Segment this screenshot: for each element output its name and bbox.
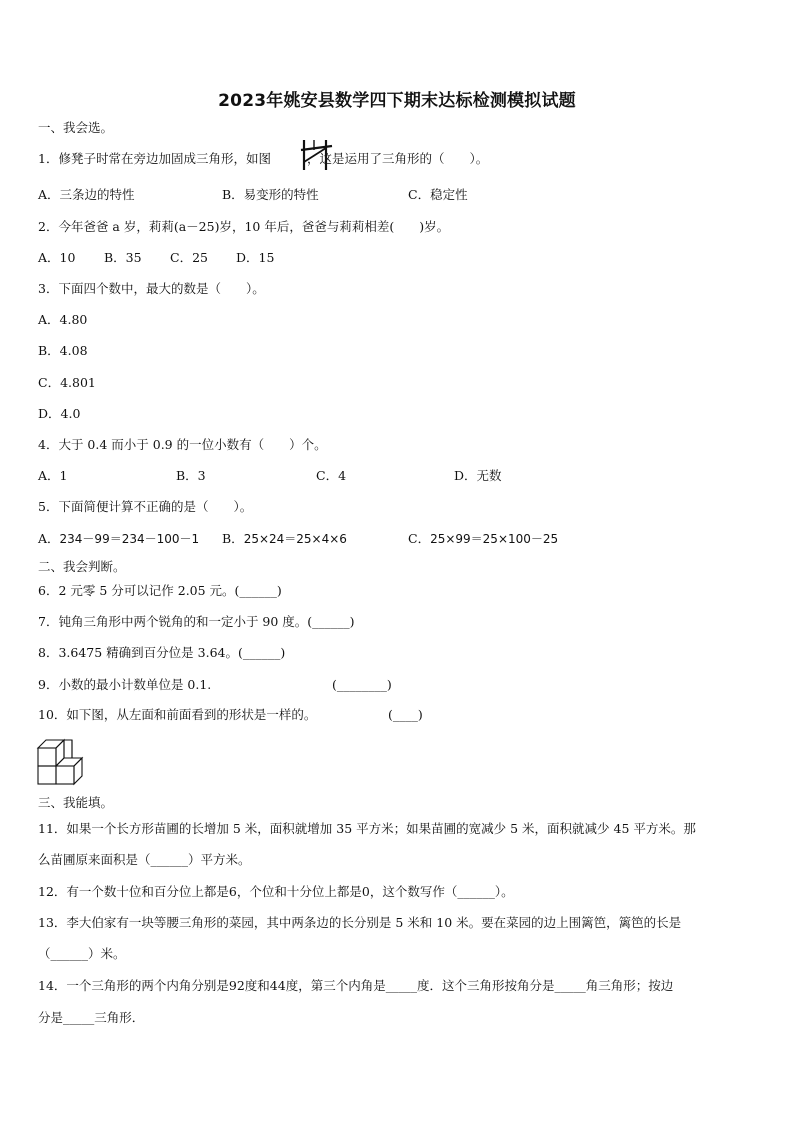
question-3-stem: 3．下面四个数中，最大的数是（ ）。 [38,281,265,296]
question-12: 12．有一个数十位和百分位上都是6，个位和十分位上都是0，这个数写作（______）。 [38,884,514,899]
option-label: C． [408,531,431,546]
question-9-blank: (________) [332,677,392,692]
question-10-stem: 10．如下图，从左面和前面看到的形状是一样的。 [38,707,317,722]
question-4-option-d: D．无数 [454,468,502,483]
page-title: 2023年姚安县数学四下期末达标检测模拟试题 [218,91,576,111]
question-3-option-c: C．4.801 [38,375,96,390]
question-2-option-a: A．10 [38,250,76,265]
question-6: 6．2 元零 5 分可以记作 2.05 元。(______) [38,583,282,598]
question-5-option-a [38,531,199,547]
question-5-option-c [408,531,558,547]
question-3-option-b: B．4.08 [38,343,88,358]
question-7: 7．钝角三角形中两个锐角的和一定小于 90 度。(______) [38,614,355,629]
question-4-stem: 4．大于 0.4 而小于 0.9 的一位小数有（ ）个。 [38,437,327,452]
option-expression: 25×24＝25×4×6 [243,532,347,546]
question-2-option-b: B．35 [104,250,142,265]
cube-stack-figure [36,736,90,788]
question-11-line-1: 11．如果一个长方形苗圃的长增加 5 米，面积就增加 35 平方米；如果苗圃的宽减少 5 米，面积就减少 45 平方米。那 [38,821,696,836]
question-13-line-2: （______）米。 [38,946,126,961]
option-label: A． [38,531,60,546]
question-5-option-b [222,531,347,547]
option-expression: 234－99＝234－100－1 [59,532,200,546]
question-1-stem [38,151,488,167]
question-1-option-c: C．稳定性 [408,187,468,202]
question-4-option-b: B．3 [176,468,206,483]
question-1-option-b: B．易变形的特性 [222,187,319,202]
stool-figure [300,138,334,172]
option-label: B． [222,531,244,546]
question-4-option-a: A．1 [38,468,68,483]
question-2-option-d: D．15 [236,250,275,265]
question-9-stem: 9．小数的最小计数单位是 0.1. [38,677,212,692]
question-1-option-a: A．三条边的特性 [38,187,135,202]
question-8: 8．3.6475 精确到百分位是 3.64。(______) [38,645,286,660]
section-heading-judge: 二、我会判断。 [38,559,126,574]
question-14-line-2: 分是_____三角形． [38,1010,145,1025]
question-2-option-c: C．25 [170,250,208,265]
question-1-stem-part-b: ，这是运用了三角形的（ ）。 [306,151,489,166]
question-13-line-1: 13．李大伯家有一块等腰三角形的菜园，其中两条边的长分别是 5 米和 10 米。要在菜园的边上围篱笆，篱笆的长是 [38,915,682,930]
section-heading-choose: 一、我会选。 [38,120,114,135]
question-5-stem: 5．下面简便计算不正确的是（ ）。 [38,499,253,514]
question-3-option-a: A．4.80 [38,312,88,327]
question-4-option-c: C．4 [316,468,347,483]
section-heading-fill: 三、我能填。 [38,795,114,810]
question-3-option-d: D．4.0 [38,406,81,421]
option-expression: 25×99＝25×100－25 [430,532,559,546]
question-14-line-1: 14．一个三角形的两个内角分别是92度和44度，第三个内角是_____度．这个三角形按角分是_____角三角形；按边 [38,978,674,993]
question-11-line-2: 么苗圃原来面积是（______）平方米。 [38,852,251,867]
question-2-stem: 2．今年爸爸 a 岁，莉莉(a－25)岁，10 年后，爸爸与莉莉相差( )岁。 [38,219,450,234]
question-10-blank: (____) [388,707,423,722]
question-1-stem-part-a: 1．修凳子时常在旁边加固成三角形，如图 [38,151,271,166]
